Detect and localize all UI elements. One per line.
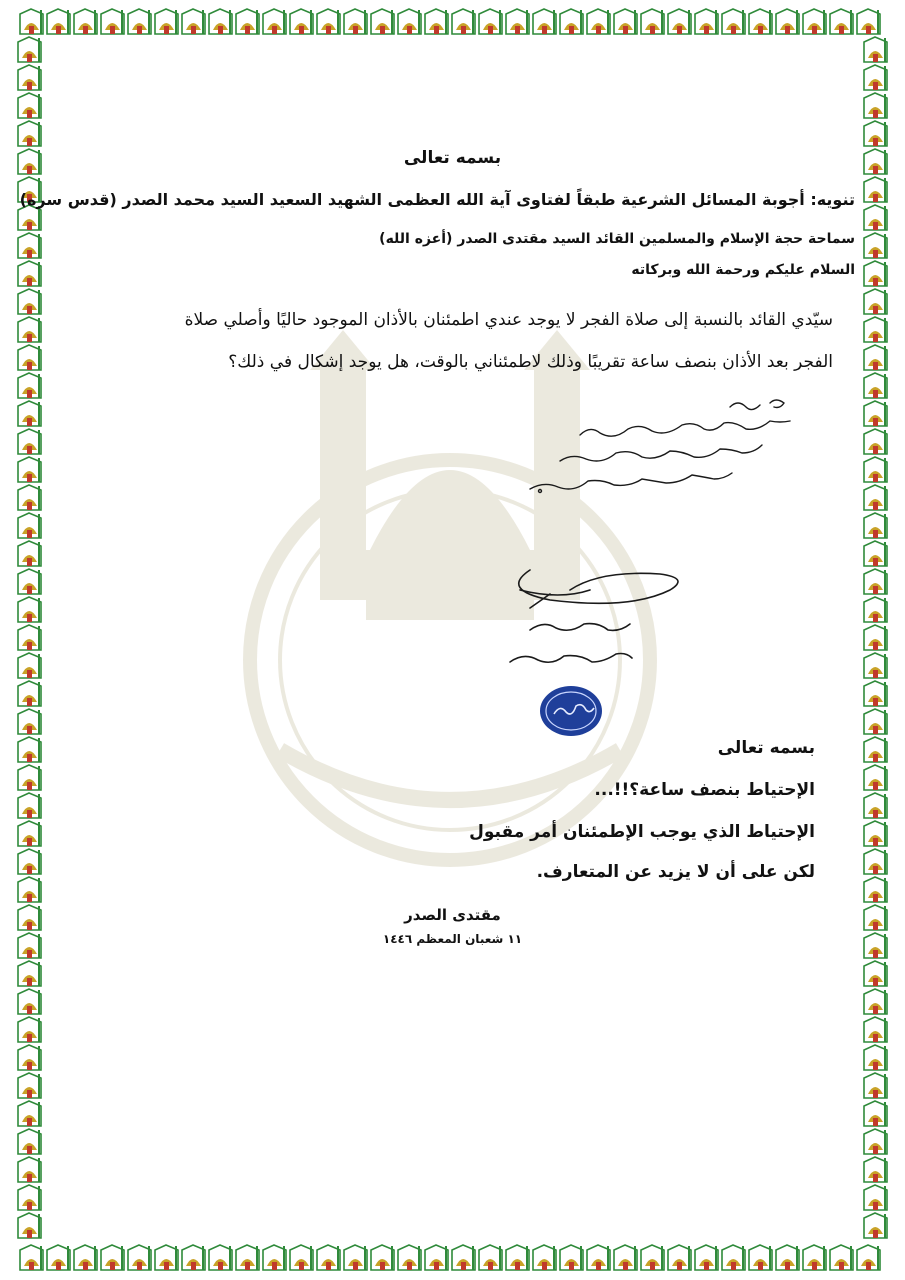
reply-line-2: الإحتياط الذي يوجب الإطمئنان أمر مقبول xyxy=(469,822,815,842)
mosque-dome-icon xyxy=(16,64,43,92)
mosque-dome-icon xyxy=(126,1244,153,1272)
mosque-dome-icon xyxy=(639,8,666,36)
frame-border-right xyxy=(862,36,890,1244)
mosque-dome-icon xyxy=(16,1156,43,1184)
mosque-dome-icon xyxy=(342,8,369,36)
mosque-dome-icon xyxy=(862,36,889,64)
mosque-dome-icon xyxy=(862,92,889,120)
letter-bismillah: بسمه تعالى xyxy=(403,148,502,168)
mosque-dome-icon xyxy=(16,652,43,680)
reply-heading: بسمه تعالى xyxy=(717,738,815,758)
mosque-dome-icon xyxy=(207,1244,234,1272)
mosque-dome-icon xyxy=(862,1128,889,1156)
mosque-dome-icon xyxy=(862,344,889,372)
mosque-dome-icon xyxy=(477,8,504,36)
mosque-dome-icon xyxy=(862,792,889,820)
mosque-dome-icon xyxy=(180,8,207,36)
mosque-dome-icon xyxy=(774,8,801,36)
mosque-dome-icon xyxy=(369,1244,396,1272)
mosque-dome-icon xyxy=(862,848,889,876)
mosque-dome-icon xyxy=(18,8,45,36)
mosque-dome-icon xyxy=(862,764,889,792)
mosque-dome-icon xyxy=(207,8,234,36)
mosque-dome-icon xyxy=(16,568,43,596)
mosque-dome-icon xyxy=(16,1100,43,1128)
mosque-dome-icon xyxy=(801,8,828,36)
mosque-dome-icon xyxy=(16,988,43,1016)
mosque-dome-icon xyxy=(639,1244,666,1272)
mosque-dome-icon xyxy=(16,540,43,568)
mosque-dome-icon xyxy=(862,484,889,512)
mosque-dome-icon xyxy=(801,1244,828,1272)
mosque-dome-icon xyxy=(16,1044,43,1072)
mosque-dome-icon xyxy=(396,8,423,36)
mosque-dome-icon xyxy=(16,764,43,792)
mosque-dome-icon xyxy=(531,8,558,36)
mosque-dome-icon xyxy=(585,1244,612,1272)
mosque-dome-icon xyxy=(45,8,72,36)
mosque-dome-icon xyxy=(288,1244,315,1272)
mosque-dome-icon xyxy=(16,596,43,624)
mosque-dome-icon xyxy=(862,176,889,204)
mosque-dome-icon xyxy=(862,708,889,736)
mosque-dome-icon xyxy=(16,120,43,148)
mosque-dome-icon xyxy=(16,456,43,484)
mosque-dome-icon xyxy=(862,400,889,428)
mosque-dome-icon xyxy=(16,92,43,120)
mosque-dome-icon xyxy=(862,428,889,456)
mosque-dome-icon xyxy=(747,1244,774,1272)
mosque-dome-icon xyxy=(342,1244,369,1272)
mosque-dome-icon xyxy=(16,624,43,652)
mosque-dome-icon xyxy=(16,1128,43,1156)
mosque-dome-icon xyxy=(862,372,889,400)
mosque-dome-icon xyxy=(16,316,43,344)
seal-stamp-icon xyxy=(538,684,604,738)
mosque-dome-icon xyxy=(862,1016,889,1044)
mosque-dome-icon xyxy=(666,1244,693,1272)
handwritten-signature-icon xyxy=(490,550,700,680)
mosque-dome-icon xyxy=(450,8,477,36)
mosque-dome-icon xyxy=(862,120,889,148)
mosque-dome-icon xyxy=(153,1244,180,1272)
mosque-dome-icon xyxy=(504,1244,531,1272)
mosque-dome-icon xyxy=(16,680,43,708)
notice-heading: تنويه: أجوبة المسائل الشرعية طبقاً لفتاوى آية الله العظمى الشهيد السعيد السيد محمد الصدر (قدس سره) xyxy=(19,190,855,209)
mosque-dome-icon xyxy=(693,1244,720,1272)
mosque-dome-icon xyxy=(862,876,889,904)
mosque-dome-icon xyxy=(16,260,43,288)
mosque-dome-icon xyxy=(16,428,43,456)
mosque-dome-icon xyxy=(862,1044,889,1072)
mosque-dome-icon xyxy=(99,1244,126,1272)
mosque-dome-icon xyxy=(16,1184,43,1212)
mosque-dome-icon xyxy=(862,512,889,540)
mosque-dome-icon xyxy=(16,372,43,400)
mosque-dome-icon xyxy=(477,1244,504,1272)
mosque-dome-icon xyxy=(16,344,43,372)
mosque-dome-icon xyxy=(16,232,43,260)
mosque-dome-icon xyxy=(16,708,43,736)
frame-border-bottom xyxy=(18,1244,888,1272)
mosque-dome-icon xyxy=(862,1212,889,1240)
mosque-dome-icon xyxy=(234,1244,261,1272)
mosque-dome-icon xyxy=(862,64,889,92)
mosque-dome-icon xyxy=(862,1100,889,1128)
mosque-dome-icon xyxy=(693,8,720,36)
mosque-dome-icon xyxy=(126,8,153,36)
mosque-dome-icon xyxy=(774,1244,801,1272)
mosque-dome-icon xyxy=(862,1072,889,1100)
question-line-1: سيّدي القائد بالنسبة إلى صلاة الفجر لا يوجد عندي اطمئنان بالأذان الموجود حاليًا وأصلي صلاة xyxy=(184,310,833,330)
mosque-dome-icon xyxy=(16,36,43,64)
mosque-dome-icon xyxy=(862,260,889,288)
mosque-dome-icon xyxy=(862,568,889,596)
mosque-dome-icon xyxy=(16,820,43,848)
mosque-dome-icon xyxy=(423,1244,450,1272)
mosque-dome-icon xyxy=(558,8,585,36)
mosque-dome-icon xyxy=(72,8,99,36)
mosque-dome-icon xyxy=(16,484,43,512)
mosque-dome-icon xyxy=(862,988,889,1016)
mosque-dome-icon xyxy=(450,1244,477,1272)
mosque-dome-icon xyxy=(747,8,774,36)
signature-name: مقتدى الصدر xyxy=(404,906,501,924)
mosque-dome-icon xyxy=(315,8,342,36)
reply-line-1: الإحتياط بنصف ساعة؟!!... xyxy=(594,780,815,800)
mosque-dome-icon xyxy=(45,1244,72,1272)
mosque-dome-icon xyxy=(862,204,889,232)
mosque-dome-icon xyxy=(16,876,43,904)
mosque-dome-icon xyxy=(261,1244,288,1272)
mosque-dome-icon xyxy=(862,652,889,680)
mosque-dome-icon xyxy=(72,1244,99,1272)
mosque-dome-icon xyxy=(288,8,315,36)
mosque-dome-icon xyxy=(862,624,889,652)
mosque-dome-icon xyxy=(234,8,261,36)
mosque-dome-icon xyxy=(18,1244,45,1272)
mosque-dome-icon xyxy=(855,1244,882,1272)
mosque-dome-icon xyxy=(585,8,612,36)
mosque-dome-icon xyxy=(612,1244,639,1272)
frame-border-top xyxy=(18,8,888,36)
mosque-dome-icon xyxy=(531,1244,558,1272)
mosque-dome-icon xyxy=(862,316,889,344)
mosque-dome-icon xyxy=(862,1184,889,1212)
mosque-dome-icon xyxy=(369,8,396,36)
mosque-dome-icon xyxy=(16,792,43,820)
mosque-dome-icon xyxy=(16,512,43,540)
mosque-dome-icon xyxy=(862,540,889,568)
mosque-dome-icon xyxy=(16,1212,43,1240)
mosque-dome-icon xyxy=(504,8,531,36)
mosque-dome-icon xyxy=(862,736,889,764)
mosque-dome-icon xyxy=(855,8,882,36)
mosque-dome-icon xyxy=(16,848,43,876)
mosque-dome-icon xyxy=(862,960,889,988)
signature-date: ١١ شعبان المعظم ١٤٤٦ xyxy=(382,932,523,946)
handwritten-answer-icon xyxy=(470,385,840,505)
mosque-dome-icon xyxy=(720,1244,747,1272)
mosque-dome-icon xyxy=(862,456,889,484)
mosque-dome-icon xyxy=(16,1016,43,1044)
question-line-2: الفجر بعد الأذان بنصف ساعة تقريبًا وذلك لاطمئناني بالوقت، هل يوجد إشكال في ذلك؟ xyxy=(228,352,833,372)
mosque-dome-icon xyxy=(16,400,43,428)
mosque-dome-icon xyxy=(261,8,288,36)
mosque-dome-icon xyxy=(862,232,889,260)
mosque-dome-icon xyxy=(423,8,450,36)
mosque-dome-icon xyxy=(862,820,889,848)
mosque-dome-icon xyxy=(16,288,43,316)
mosque-dome-icon xyxy=(16,1072,43,1100)
mosque-dome-icon xyxy=(16,960,43,988)
mosque-dome-icon xyxy=(720,8,747,36)
mosque-dome-icon xyxy=(558,1244,585,1272)
mosque-dome-icon xyxy=(99,8,126,36)
mosque-dome-icon xyxy=(315,1244,342,1272)
reply-line-3: لكن على أن لا يزيد عن المتعارف. xyxy=(536,862,815,882)
mosque-dome-icon xyxy=(180,1244,207,1272)
mosque-dome-icon xyxy=(828,1244,855,1272)
addressee-line: سماحة حجة الإسلام والمسلمين القائد السيد مقتدى الصدر (أعزه الله) xyxy=(379,231,855,247)
mosque-dome-icon xyxy=(862,1156,889,1184)
mosque-dome-icon xyxy=(862,288,889,316)
mosque-dome-icon xyxy=(666,8,693,36)
mosque-dome-icon xyxy=(862,596,889,624)
mosque-dome-icon xyxy=(862,680,889,708)
mosque-dome-icon xyxy=(396,1244,423,1272)
mosque-dome-icon xyxy=(612,8,639,36)
greeting-line: السلام عليكم ورحمة الله وبركاته xyxy=(631,262,855,278)
frame-border-left xyxy=(16,36,44,1244)
mosque-dome-icon xyxy=(16,736,43,764)
mosque-dome-icon xyxy=(828,8,855,36)
mosque-dome-icon xyxy=(153,8,180,36)
